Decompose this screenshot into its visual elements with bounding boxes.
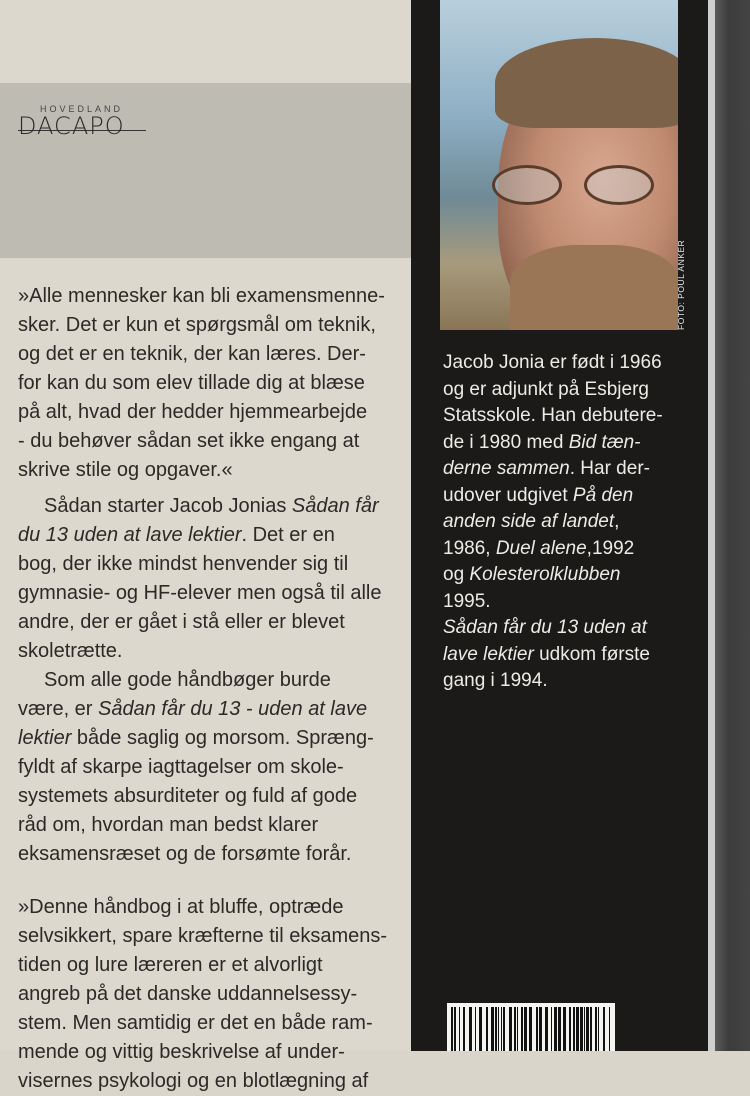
text-line [18, 666, 403, 695]
blurb-paragraph [18, 282, 403, 485]
barcode-bar [590, 1007, 592, 1051]
text-line [443, 403, 705, 430]
italic-title-text: derne sammen [443, 458, 570, 479]
italic-title-text: Sådan får du 13 uden at [443, 617, 647, 638]
photo-glasses [492, 165, 672, 205]
text-segment: . Det er en [241, 524, 335, 546]
text-line [443, 562, 705, 589]
barcode-bar [521, 1007, 523, 1051]
text-segment: visernes psykologi og en blotlægning af [18, 1070, 369, 1092]
text-segment: gang i 1994. [443, 670, 548, 691]
text-segment: eksamensræset og de forsømte forår. [18, 843, 352, 865]
barcode-bar [551, 1007, 552, 1051]
text-segment: fyldt af skarpe iagttagelser om skole- [18, 756, 344, 778]
text-segment: Statsskole. Han debutere- [443, 405, 663, 426]
text-line [18, 521, 403, 550]
italic-title-text: anden side af landet [443, 511, 615, 532]
barcode-bar [517, 1007, 518, 1051]
text-line [18, 951, 403, 980]
text-segment: være, er [18, 698, 99, 720]
text-segment: angreb på det danske uddannelsessy- [18, 983, 358, 1005]
text-line [18, 893, 403, 922]
text-line [18, 1009, 403, 1038]
barcode-bar [539, 1007, 542, 1051]
text-segment: tiden og lure læreren er et alvorligt [18, 954, 323, 976]
text-line [18, 980, 403, 1009]
italic-title-text: Bid tæn- [568, 431, 641, 453]
text-segment: og er adjunkt på Esbjerg [443, 378, 649, 400]
text-segment: stem. Men samtidig er det en både ram- [18, 1012, 373, 1034]
text-line [443, 350, 705, 377]
text-segment: - du behøver sådan set ikke engang at [18, 430, 360, 452]
text-line [18, 311, 403, 340]
italic-title-text: lektier [18, 727, 72, 749]
barcode-bar [558, 1007, 561, 1051]
blurb-paragraph [18, 666, 403, 869]
text-segment: udover udgivet [443, 484, 573, 506]
barcode-bar [586, 1007, 589, 1051]
italic-title-text: lave lektier [443, 643, 534, 665]
text-segment: skoletrætte. [18, 640, 123, 662]
text-line [443, 668, 705, 695]
barcode-bar [503, 1007, 505, 1051]
barcode-bar [459, 1007, 460, 1051]
photo-hair [495, 38, 678, 128]
text-line [443, 589, 705, 616]
text-line [18, 456, 403, 485]
text-line [443, 483, 705, 510]
barcode-bar [576, 1007, 579, 1051]
text-line [443, 430, 705, 457]
text-segment: »Denne håndbog i at bluffe, optræde [18, 896, 344, 918]
text-segment: gymnasie- og HF-elever men også til alle [18, 582, 382, 604]
text-segment: »Alle mennesker kan bli examensmenne- [18, 285, 385, 307]
barcode-bar [509, 1007, 512, 1051]
text-line [18, 579, 403, 608]
text-segment: Som alle gode håndbøger burde [44, 669, 331, 691]
barcode-bar [545, 1007, 548, 1051]
text-line [18, 398, 403, 427]
spine-edge [715, 0, 750, 1051]
text-line [443, 536, 705, 563]
text-line [443, 509, 705, 536]
text-line [18, 282, 403, 311]
barcode-bar [501, 1007, 502, 1051]
text-line [18, 369, 403, 398]
barcode-bar [486, 1007, 488, 1051]
text-segment: systemets absurditeter og fuld af gode [18, 785, 358, 807]
text-segment: sker. Det er kun et spørgsmål om teknik, [18, 314, 376, 336]
text-line [18, 811, 403, 840]
text-line [18, 724, 403, 753]
italic-title-text: På den [572, 484, 634, 506]
text-segment: på alt, hvad der hedder hjemmearbejde [18, 401, 368, 423]
barcode-bar [498, 1007, 499, 1051]
text-segment: skrive stile og opgaver.« [18, 459, 233, 481]
barcode-bar [463, 1007, 465, 1051]
barcode-bar [573, 1007, 575, 1051]
barcode-bar [603, 1007, 605, 1051]
publisher-logo [18, 104, 148, 148]
author-bio [443, 350, 705, 695]
text-line [18, 608, 403, 637]
text-segment: . Har der- [569, 458, 650, 479]
barcode-bar [479, 1007, 482, 1051]
text-segment: for kan du som elev tillade dig at blæse [18, 372, 365, 394]
italic-title-text: Sådan får [291, 495, 379, 517]
text-line [443, 642, 705, 669]
photo-credit: FOTO: POUL ANKER [676, 239, 686, 330]
barcode-bar [491, 1007, 494, 1051]
barcode-bar [514, 1007, 516, 1051]
text-segment: , [614, 511, 620, 532]
text-line [18, 340, 403, 369]
barcode-bar [454, 1007, 456, 1051]
text-segment: både saglig og morsom. Spræng- [71, 727, 374, 749]
text-line [443, 615, 705, 642]
text-segment: selvsikkert, spare kræfterne til eksamens- [18, 925, 388, 947]
text-segment: mende og vittig beskrivelse af under- [18, 1041, 345, 1063]
barcode-bar [554, 1007, 557, 1051]
text-line [18, 427, 403, 456]
author-photo [440, 0, 678, 330]
text-line [18, 1067, 403, 1096]
barcode-bar [524, 1007, 527, 1051]
barcode [447, 1003, 615, 1051]
italic-title-text: Duel alene [495, 537, 587, 559]
barcode-bar [469, 1007, 472, 1051]
text-line [443, 456, 705, 483]
barcode-bar [584, 1007, 585, 1051]
text-line [443, 377, 705, 404]
italic-title-text: Sådan får du 13 - uden at lave [98, 698, 368, 720]
text-segment: andre, der er gået i stå eller er blevet [18, 611, 345, 633]
barcode-bar [563, 1007, 566, 1051]
text-segment: råd om, hvordan man bedst klarer [18, 814, 319, 836]
italic-title-text: Kolesterolklubben [469, 564, 621, 585]
photo-beard [510, 245, 678, 330]
text-segment: 1995. [443, 590, 491, 612]
barcode-bar [569, 1007, 571, 1051]
text-line [18, 840, 403, 869]
text-segment: bog, der ikke mindst henvender sig til [18, 553, 349, 575]
text-segment: og [443, 564, 470, 585]
barcode-bar [495, 1007, 497, 1051]
text-line [18, 1038, 403, 1067]
barcode-bar [595, 1007, 597, 1051]
barcode-bar [475, 1007, 476, 1051]
text-line [18, 782, 403, 811]
publisher-imprint: HOVEDLAND [40, 104, 124, 114]
barcode-bar [598, 1007, 599, 1051]
text-segment: udkom første [533, 643, 650, 665]
barcode-bar [536, 1007, 538, 1051]
text-line [18, 922, 403, 951]
blurb-text [18, 282, 403, 1096]
barcode-bar [529, 1007, 532, 1051]
text-line [18, 753, 403, 782]
text-line [18, 695, 403, 724]
publisher-brand: DACAPO [18, 112, 125, 140]
text-line [18, 637, 403, 666]
blurb-paragraph [18, 893, 403, 1096]
text-segment: Jacob Jonia er født i 1966 [443, 352, 662, 373]
barcode-bar [451, 1007, 453, 1051]
barcode-bars [447, 1003, 615, 1051]
text-segment: 1986, [443, 537, 496, 559]
text-segment: ,1992 [586, 537, 635, 559]
italic-title-text: du 13 uden at lave lektier [18, 524, 242, 546]
barcode-bar [609, 1007, 610, 1051]
spine-edge-highlight [708, 0, 715, 1051]
text-segment: de i 1980 med [443, 431, 569, 453]
barcode-bar [580, 1007, 583, 1051]
blurb-paragraph [18, 492, 403, 666]
text-line [18, 492, 403, 521]
text-segment: og det er en teknik, der kan læres. Der- [18, 343, 366, 365]
text-line [18, 550, 403, 579]
text-segment: Sådan starter Jacob Jonias [44, 495, 292, 517]
